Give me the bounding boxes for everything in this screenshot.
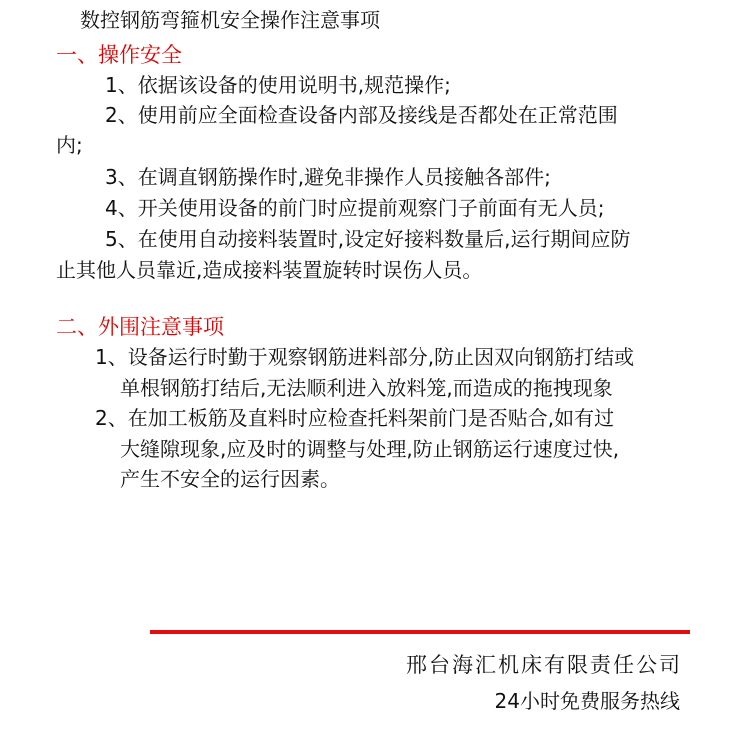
section2-line-1: 1、设备运行时勤于观察钢筋进料部分,防止因双向钢筋打结或	[95, 345, 635, 369]
footer-divider	[150, 630, 690, 634]
section2-line-1-cont: 单根钢筋打结后,无法顺利进入放料笼,而造成的拖拽现象	[120, 376, 613, 400]
section-heading-operation-safety: 一、操作安全	[56, 43, 182, 67]
company-name: 邢台海汇机床有限责任公司	[406, 653, 682, 677]
section2-line-2-cont: 大缝隙现象,应及时的调整与处理,防止钢筋运行速度过快,	[120, 437, 620, 461]
section-heading-peripheral-notes: 二、外围注意事项	[56, 315, 224, 339]
section1-line-2: 2、使用前应全面检查设备内部及接线是否都处在正常范围	[105, 103, 618, 127]
section1-line-3: 3、在调直钢筋操作时,避免非操作人员接触各部件;	[105, 165, 551, 189]
document-title: 数控钢筋弯箍机安全操作注意事项	[80, 8, 380, 32]
section1-line-2-cont: 内;	[56, 133, 83, 157]
section1-line-1: 1、依据该设备的使用说明书,规范操作;	[105, 73, 451, 97]
section2-line-2: 2、在加工板筋及直料时应检查托料架前门是否贴合,如有过	[95, 406, 615, 430]
section1-line-5-cont: 止其他人员靠近,造成接料装置旋转时误伤人员。	[56, 258, 483, 282]
service-hotline-label: 24小时免费服务热线	[494, 689, 680, 713]
section1-line-4: 4、开关使用设备的前门时应提前观察门子前面有无人员;	[105, 196, 605, 220]
section1-line-5: 5、在使用自动接料装置时,设定好接料数量后,运行期间应防	[105, 227, 631, 251]
section2-line-2-cont2: 产生不安全的运行因素。	[120, 467, 340, 491]
